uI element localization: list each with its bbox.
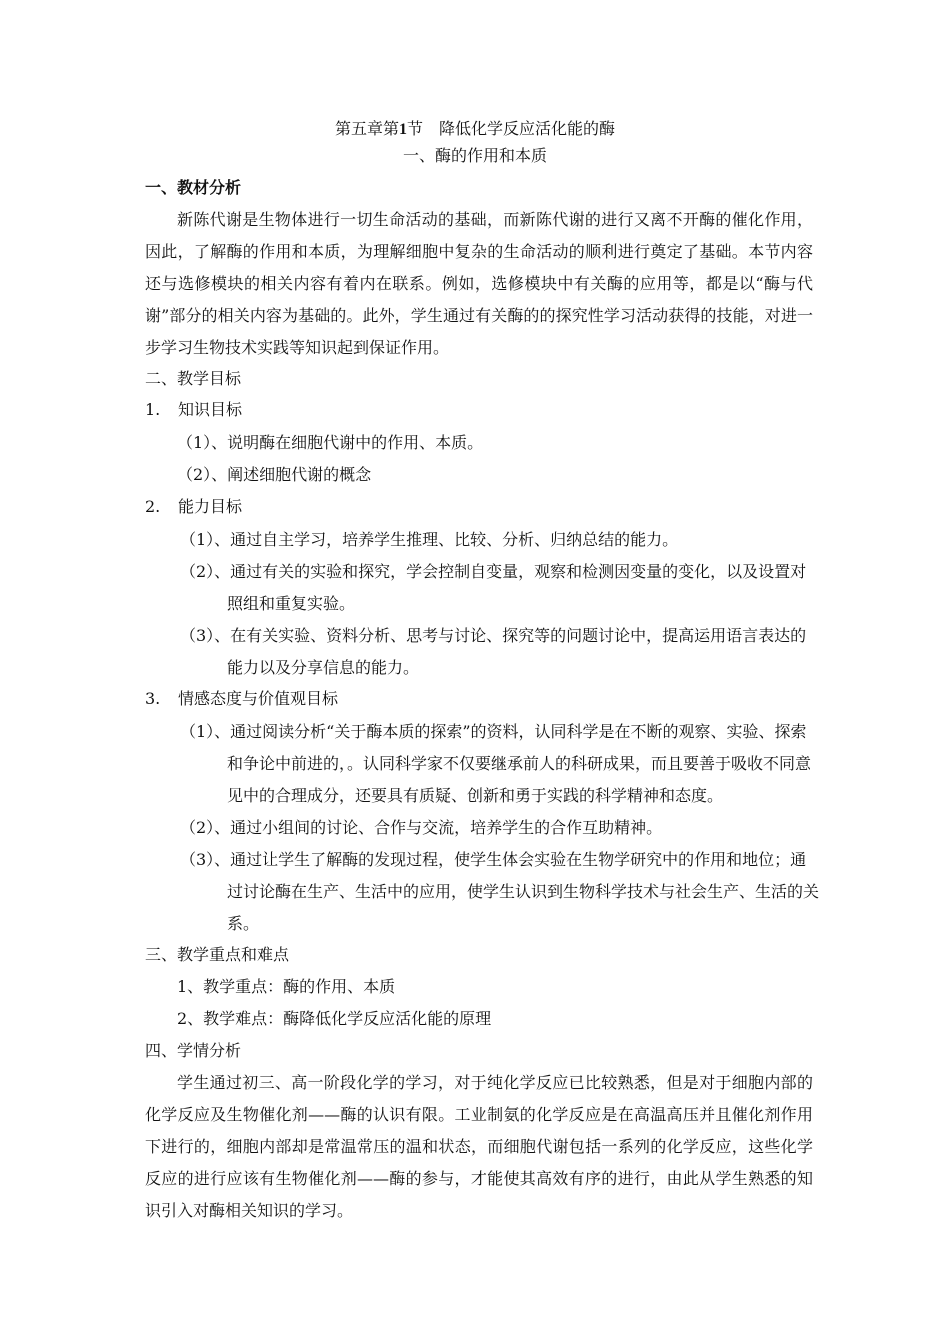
goal-item: （2）、通过小组间的讨论、合作与交流，培养学生的合作互助精神。 <box>180 818 663 837</box>
chapter-title-prefix: 第五章第 <box>334 119 399 138</box>
goal-group-number: 2. <box>145 497 161 516</box>
goal-item: （3）、通过让学生了解酶的发现过程，使学生体会实验在生物学研究中的作用和地位；通过讨论酶在生产、生活中的应用，使学生认识到生物科学技术与社会生产、生活的关系。 <box>180 850 820 933</box>
section-title: 一、酶的作用和本质 <box>402 146 547 165</box>
chapter-title-number: 1 <box>399 121 407 138</box>
goal-group-attitude <box>145 688 338 710</box>
heading-teaching-goals: 二、教学目标 <box>145 369 242 388</box>
heading-student-analysis: 四、学情分析 <box>145 1041 242 1060</box>
goal-group-label: 情感态度与价值观目标 <box>178 689 339 708</box>
goal-item: （1）、通过自主学习，培养学生推理、比较、分析、归纳总结的能力。 <box>180 530 679 549</box>
goal-item: （3）、在有关实验、资料分析、思考与讨论、探究等的问题讨论中，提高运用语言表达的能力以及分享信息的能力。 <box>180 626 807 677</box>
key-point-item: 1、教学重点：酶的作用、本质 <box>177 977 396 996</box>
goal-item: （1）、说明酶在细胞代谢中的作用、本质。 <box>177 433 484 452</box>
paragraph-student-analysis: 学生通过初三、高一阶段化学的学习，对于纯化学反应已比较熟悉，但是对于细胞内部的化学反应及生物催化剂——酶的认识有限。工业制氨的化学反应是在高温高压并且催化剂作用下进行的，细胞内部却是常温常压的温和状态，而细胞代谢包括一系列的化学反应，这些化学反应的进行应该有生物催化剂——酶的参与，才能使其高效有序的进行，由此从学生熟悉的知识引入对酶相关知识的学习。 <box>145 1073 813 1220</box>
goal-group-number: 1. <box>145 400 161 419</box>
goal-group-number: 3. <box>145 689 161 708</box>
goal-group-label: 知识目标 <box>178 400 243 419</box>
goal-group-knowledge <box>145 399 242 421</box>
goal-group-label: 能力目标 <box>178 497 243 516</box>
chapter-title-suffix: 节 降低化学反应活化能的酶 <box>407 119 616 138</box>
key-point-item: 2、教学难点：酶降低化学反应活化能的原理 <box>177 1009 492 1028</box>
goal-item: （2）、通过有关的实验和探究，学会控制自变量，观察和检测因变量的变化，以及设置对照组和重复实验。 <box>180 562 807 613</box>
heading-textbook-analysis: 一、教材分析 <box>145 178 242 197</box>
goal-item: （1）、通过阅读分析“关于酶本质的探索”的资料，认同科学是在不断的观察、实验、探索和争论中前进的，。认同科学家不仅要继承前人的科研成果，而且要善于吸收不同意见中的合理成分，还要具有质疑、创新和勇于实践的科学精神和态度。 <box>180 722 812 805</box>
heading-key-points: 三、教学重点和难点 <box>145 945 290 964</box>
goal-group-ability <box>145 496 242 518</box>
chapter-title <box>0 118 950 141</box>
goal-item: （2）、阐述细胞代谢的概念 <box>177 465 372 484</box>
paragraph-textbook-analysis: 新陈代谢是生物体进行一切生命活动的基础，而新陈代谢的进行又离不开酶的催化作用，因此，了解酶的作用和本质，为理解细胞中复杂的生命活动的顺利进行奠定了基础。本节内容还与选修模块的相关内容有着内在联系。例如，选修模块中有关酶的应用等，都是以“酶与代谢”部分的相关内容为基础的。此外，学生通过有关酶的的探究性学习活动获得的技能，对进一步学习生物技术实践等知识起到保证作用。 <box>145 210 813 357</box>
